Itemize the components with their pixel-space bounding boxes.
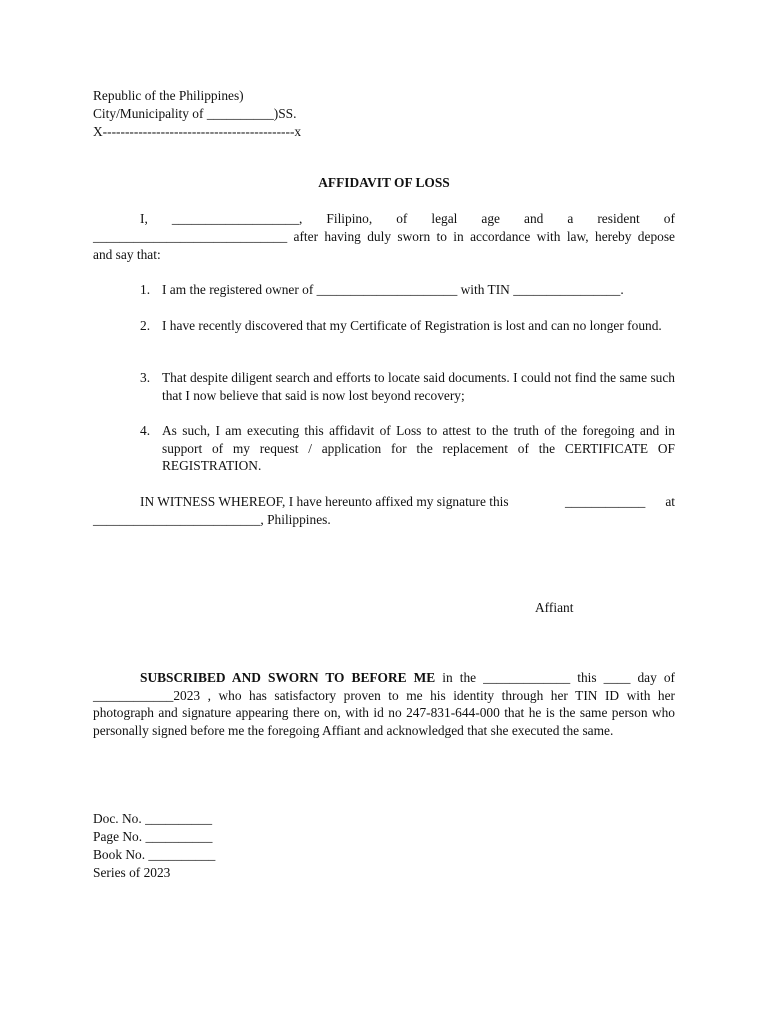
doc-number: Doc. No. __________: [93, 811, 213, 826]
item-3-text: That despite diligent search and efforts to locate said documents. I could not find the same such that I now believe that said is now lost beyond recovery;: [162, 370, 675, 403]
series-year: Series of 2023: [93, 865, 171, 880]
venue-republic: Republic of the Philippines): [93, 88, 244, 103]
item-number: 1.: [140, 282, 151, 297]
intro-line-1: [93, 210, 675, 228]
witness-line-2: _________________________, Philippines.: [93, 512, 331, 527]
date-blank: ____________: [564, 494, 646, 509]
intro-line-3: and say that:: [93, 247, 161, 262]
intro-word: age: [481, 211, 500, 226]
intro-word: resident: [597, 211, 640, 226]
venue-separator: X-------------------------------------------x: [93, 124, 302, 139]
intro-line-2: _____________________________ after having duly sworn to in accordance with law, hereby depose: [93, 229, 675, 244]
jurat-body: in the _____________ this ____ day of ____________2023 , who has satisfactory proven to me his identity through her TIN ID with her photograph and signature appearing there on, with id no 247-831-644-000 that he is the same person who personally signed before me the foregoing Affiant and acknowledged that she executed the same.: [93, 670, 675, 738]
page-number: Page No. __________: [93, 829, 213, 844]
item-number: 2.: [140, 318, 151, 333]
affiant-label: Affiant: [535, 600, 574, 615]
intro-word: legal: [431, 211, 458, 226]
item-number: 4.: [140, 423, 151, 438]
intro-word: of: [396, 211, 408, 226]
intro-word: Filipino,: [326, 211, 373, 226]
book-number: Book No. __________: [93, 847, 216, 862]
intro-word: of: [663, 211, 675, 226]
item-1-text: I am the registered owner of _____________________ with TIN ________________.: [162, 282, 624, 297]
name-blank: ___________________,: [171, 211, 303, 226]
witness-text: IN WITNESS WHEREOF, I have hereunto affixed my signature this: [140, 494, 509, 509]
item-4-text: As such, I am executing this affidavit of Loss to attest to the truth of the foregoing and in support of my request / application for the replacement of the CERTIFICATE OF REGISTRATION.: [162, 423, 675, 473]
witness-text: at: [665, 494, 675, 509]
document-title: AFFIDAVIT OF LOSS: [318, 175, 450, 190]
item-number: 3.: [140, 370, 151, 385]
intro-word: I,: [140, 211, 148, 226]
intro-word: and: [524, 211, 544, 226]
jurat-lead: SUBSCRIBED AND SWORN TO BEFORE ME: [140, 670, 436, 685]
venue-city: City/Municipality of __________)SS.: [93, 106, 297, 121]
intro-word: a: [567, 211, 574, 226]
item-2-text: I have recently discovered that my Certificate of Registration is lost and can no longer found.: [162, 318, 662, 333]
jurat-paragraph: [93, 669, 675, 739]
witness-line-1: [140, 493, 675, 511]
